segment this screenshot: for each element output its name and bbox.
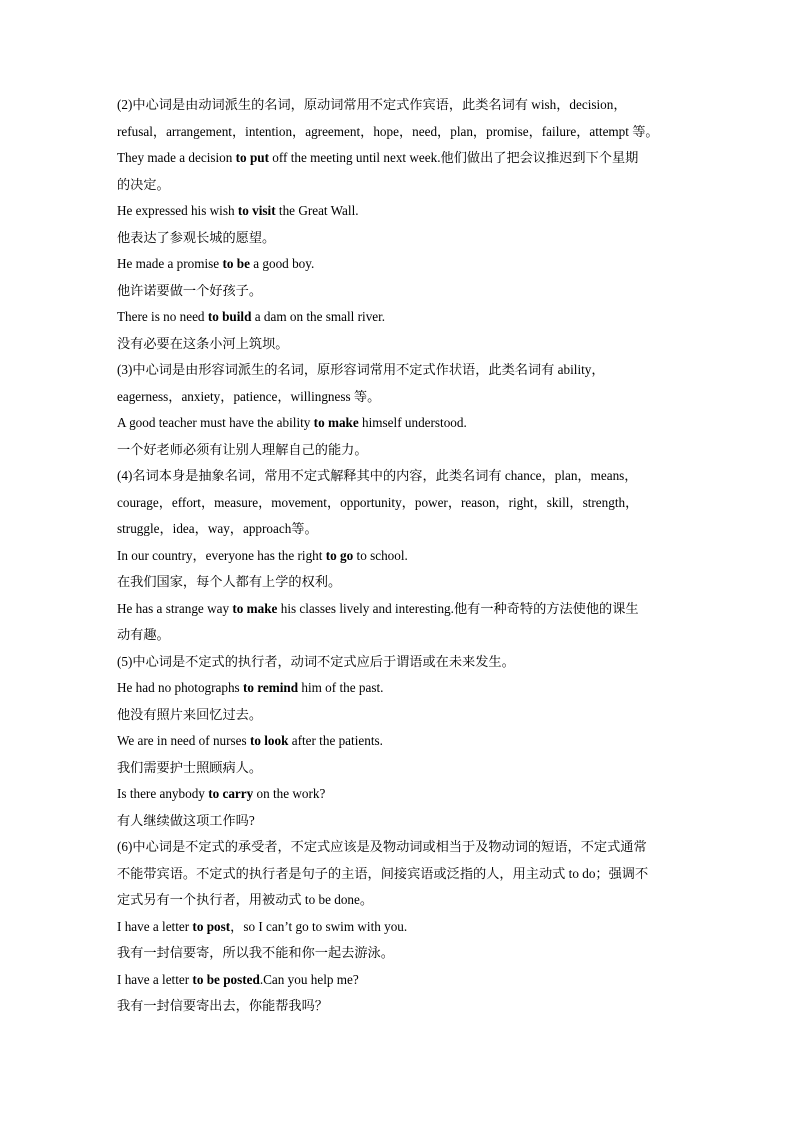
bold-infinitive: to carry — [208, 786, 254, 801]
text-line — [117, 569, 679, 595]
bold-infinitive: to be — [222, 256, 250, 271]
bold-infinitive: to visit — [237, 203, 276, 218]
text-line — [117, 145, 679, 171]
text-run: (6)中心词是不定式的承受者，不定式应该是及物动词或相当于及物动词的短语，不定式通常 — [117, 839, 647, 854]
bold-infinitive: to go — [325, 548, 354, 563]
text-line — [117, 277, 679, 304]
text-run: eagerness，anxiety，patience，willingness 等。 — [117, 389, 381, 404]
bold-infinitive: to put — [235, 150, 269, 165]
text-run: 我有一封信要寄出去，你能帮我吗？ — [117, 998, 328, 1013]
text-line — [117, 224, 679, 251]
bold-infinitive: to make — [232, 601, 278, 616]
text-line — [117, 860, 679, 887]
text-run: ，so I can’t go to swim with you. — [230, 919, 408, 934]
text-line — [117, 940, 679, 966]
text-line — [117, 489, 679, 516]
text-run: 没有必要在这条小河上筑坝。 — [117, 336, 289, 351]
text-run: courage，effort，measure，movement，opportunity，power，reason，right，skill，strength， — [117, 495, 639, 510]
bold-infinitive: to make — [313, 415, 359, 430]
text-run: 的决定。 — [117, 177, 170, 192]
text-run: He has a strange way — [117, 601, 233, 616]
text-run: He made a promise — [117, 256, 223, 271]
text-run: the Great Wall. — [275, 203, 359, 218]
text-line — [117, 887, 679, 913]
text-run: He expressed his wish — [117, 203, 238, 218]
text-run: after the patients. — [288, 733, 383, 748]
document-body — [117, 92, 679, 1019]
text-run: him of the past. — [298, 680, 384, 695]
bold-infinitive: to look — [249, 733, 289, 748]
bold-infinitive: to remind — [243, 680, 299, 695]
text-line — [117, 410, 679, 436]
text-run: They made a decision — [117, 150, 236, 165]
text-run: 有人继续做这项工作吗? — [117, 813, 255, 828]
text-line — [117, 622, 679, 648]
text-run: his classes lively and interesting.他有一种奇特的方法使他的课生 — [277, 601, 639, 616]
text-line — [117, 357, 679, 383]
text-run: A good teacher must have the ability — [117, 415, 314, 430]
text-run: In our country，everyone has the right — [117, 548, 326, 563]
text-line — [117, 834, 679, 860]
text-run: .Can you help me? — [259, 972, 359, 987]
text-run: off the meeting until next week.他们做出了把会议推迟到下个星期 — [269, 150, 639, 165]
bold-infinitive: to be posted — [192, 972, 260, 987]
text-run: Is there anybody — [117, 786, 209, 801]
text-line — [117, 383, 679, 410]
text-line — [117, 781, 679, 807]
text-run: 他没有照片来回忆过去。 — [117, 707, 263, 722]
bold-infinitive: to build — [207, 309, 252, 324]
text-run: (2)中心词是由动词派生的名词，原动词常用不定式作宾语，此类名词有 wish，decision， — [117, 97, 627, 112]
text-line — [117, 913, 679, 940]
text-run: struggle，idea，way，approach等。 — [117, 521, 318, 536]
text-run: himself understood. — [358, 415, 467, 430]
text-line — [117, 648, 679, 675]
text-line — [117, 701, 679, 728]
text-line — [117, 92, 679, 118]
text-line — [117, 754, 679, 781]
text-line — [117, 118, 679, 145]
text-line — [117, 516, 679, 542]
text-run: 我们需要护士照顾病人。 — [117, 760, 263, 775]
text-run: (4)名词本身是抽象名词，常用不定式解释其中的内容，此类名词有 chance，plan，means， — [117, 468, 638, 483]
text-line — [117, 966, 679, 993]
text-run: 定式另有一个执行者，用被动式 to be done。 — [117, 892, 374, 907]
text-line — [117, 542, 679, 569]
text-run: 他表达了参观长城的愿望。 — [117, 230, 276, 245]
text-run: He had no photographs — [117, 680, 243, 695]
text-line — [117, 595, 679, 622]
text-line — [117, 728, 679, 754]
text-run: 在我们国家，每个人都有上学的权利。 — [117, 574, 342, 589]
text-run: 一个好老师必须有让别人理解自己的能力。 — [117, 442, 368, 457]
text-line — [117, 198, 679, 224]
text-run: I have a letter — [117, 972, 193, 987]
text-run: (5)中心词是不定式的执行者，动词不定式应后于谓语或在未来发生。 — [117, 654, 515, 669]
text-run: (3)中心词是由形容词派生的名词，原形容词常用不定式作状语，此类名词有 ability， — [117, 362, 605, 377]
text-line — [117, 463, 679, 489]
text-line — [117, 436, 679, 463]
text-run: We are in need of nurses — [117, 733, 250, 748]
text-run: I have a letter — [117, 919, 193, 934]
text-line — [117, 330, 679, 357]
text-run: a dam on the small river. — [251, 309, 386, 324]
text-line — [117, 807, 679, 834]
text-run: 不能带宾语。不定式的执行者是句子的主语，间接宾语或泛指的人，用主动式 to do；强调不 — [117, 866, 649, 881]
bold-infinitive: to post — [192, 919, 231, 934]
text-line — [117, 675, 679, 701]
text-run: 动有趣。 — [117, 627, 170, 642]
text-run: on the work? — [253, 786, 326, 801]
text-run: 我有一封信要寄，所以我不能和你一起去游泳。 — [117, 945, 394, 960]
text-line — [117, 304, 679, 330]
text-run: a good boy. — [249, 256, 315, 271]
text-run: 他许诺要做一个好孩子。 — [117, 283, 263, 298]
text-run: There is no need — [117, 309, 208, 324]
text-line — [117, 171, 679, 198]
text-line — [117, 993, 679, 1019]
text-line — [117, 251, 679, 277]
text-run: to school. — [353, 548, 408, 563]
text-run: refusal，arrangement，intention，agreement，hope，need，plan，promise，failure，attempt 等。 — [117, 124, 659, 139]
